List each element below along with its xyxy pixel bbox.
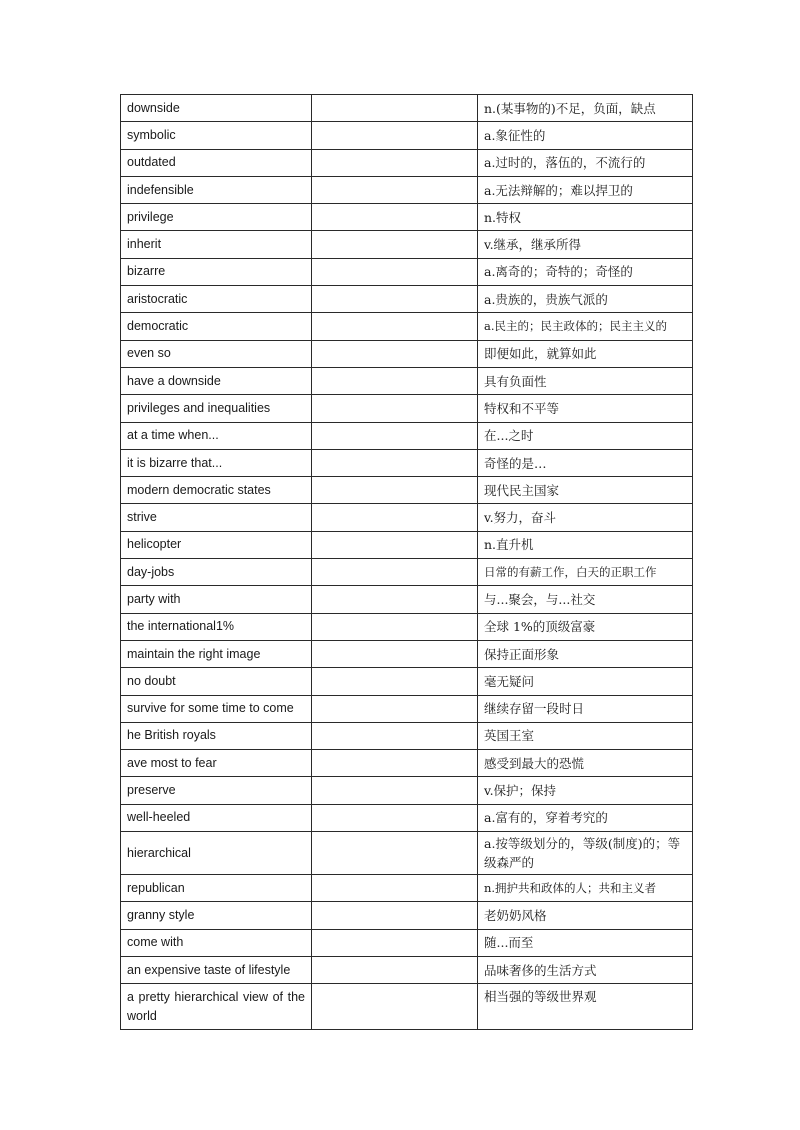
chinese-meaning: 保持正面形象 — [478, 640, 693, 667]
chinese-meaning: 奇怪的是… — [478, 449, 693, 476]
chinese-meaning: a.按等级划分的，等级(制度)的；等级森严的 — [478, 832, 693, 875]
english-term: helicopter — [121, 531, 312, 558]
english-term: inherit — [121, 231, 312, 258]
blank-cell — [312, 984, 478, 1030]
table-row — [121, 286, 693, 313]
blank-cell — [312, 956, 478, 983]
blank-cell — [312, 340, 478, 367]
blank-cell — [312, 750, 478, 777]
table-row — [121, 477, 693, 504]
chinese-meaning: v.保护；保持 — [478, 777, 693, 804]
table-row — [121, 984, 693, 1030]
blank-cell — [312, 695, 478, 722]
chinese-meaning: n.特权 — [478, 204, 693, 231]
chinese-meaning: 在...之时 — [478, 422, 693, 449]
blank-cell — [312, 231, 478, 258]
english-term: party with — [121, 586, 312, 613]
table-row — [121, 95, 693, 122]
english-term: bizarre — [121, 258, 312, 285]
blank-cell — [312, 804, 478, 831]
vocabulary-table — [120, 94, 693, 1030]
blank-cell — [312, 258, 478, 285]
chinese-meaning: 毫无疑问 — [478, 668, 693, 695]
chinese-meaning: 特权和不平等 — [478, 395, 693, 422]
table-row — [121, 832, 693, 875]
table-row — [121, 422, 693, 449]
table-row — [121, 122, 693, 149]
english-term: no doubt — [121, 668, 312, 695]
blank-cell — [312, 204, 478, 231]
blank-cell — [312, 777, 478, 804]
table-row — [121, 750, 693, 777]
chinese-meaning: 具有负面性 — [478, 367, 693, 394]
english-term: granny style — [121, 902, 312, 929]
table-row — [121, 313, 693, 340]
table-row — [121, 340, 693, 367]
english-term: survive for some time to come — [121, 695, 312, 722]
blank-cell — [312, 902, 478, 929]
blank-cell — [312, 422, 478, 449]
chinese-meaning: 继续存留一段时日 — [478, 695, 693, 722]
blank-cell — [312, 531, 478, 558]
chinese-meaning: 即便如此，就算如此 — [478, 340, 693, 367]
chinese-meaning: v.继承，继承所得 — [478, 231, 693, 258]
blank-cell — [312, 722, 478, 749]
table-row — [121, 956, 693, 983]
table-row — [121, 204, 693, 231]
english-term: a pretty hierarchical view of the world — [121, 984, 312, 1030]
table-row — [121, 258, 693, 285]
english-term: maintain the right image — [121, 640, 312, 667]
blank-cell — [312, 929, 478, 956]
table-row — [121, 449, 693, 476]
table-row — [121, 613, 693, 640]
english-term: preserve — [121, 777, 312, 804]
blank-cell — [312, 313, 478, 340]
english-term: symbolic — [121, 122, 312, 149]
table-row — [121, 722, 693, 749]
english-term: hierarchical — [121, 832, 312, 875]
english-term: strive — [121, 504, 312, 531]
chinese-meaning: a.贵族的，贵族气派的 — [478, 286, 693, 313]
chinese-meaning: 相当强的等级世界观 — [478, 984, 693, 1030]
blank-cell — [312, 367, 478, 394]
english-term: it is bizarre that... — [121, 449, 312, 476]
table-row — [121, 559, 693, 586]
chinese-meaning: 日常的有薪工作，白天的正职工作 — [478, 559, 693, 586]
english-term: outdated — [121, 149, 312, 176]
table-row — [121, 231, 693, 258]
table-row — [121, 902, 693, 929]
blank-cell — [312, 149, 478, 176]
chinese-meaning: 随...而至 — [478, 929, 693, 956]
chinese-meaning: 英国王室 — [478, 722, 693, 749]
blank-cell — [312, 286, 478, 313]
english-term: ave most to fear — [121, 750, 312, 777]
english-term: downside — [121, 95, 312, 122]
blank-cell — [312, 504, 478, 531]
chinese-meaning: 感受到最大的恐慌 — [478, 750, 693, 777]
chinese-meaning: 品味奢侈的生活方式 — [478, 956, 693, 983]
table-row — [121, 586, 693, 613]
chinese-meaning: a.无法辩解的；难以捍卫的 — [478, 176, 693, 203]
chinese-meaning: a.富有的，穿着考究的 — [478, 804, 693, 831]
english-term: he British royals — [121, 722, 312, 749]
english-term: modern democratic states — [121, 477, 312, 504]
blank-cell — [312, 176, 478, 203]
blank-cell — [312, 613, 478, 640]
table-row — [121, 149, 693, 176]
blank-cell — [312, 477, 478, 504]
english-term: well-heeled — [121, 804, 312, 831]
chinese-meaning: a.象征性的 — [478, 122, 693, 149]
chinese-meaning: 与...聚会，与...社交 — [478, 586, 693, 613]
english-term: the international1% — [121, 613, 312, 640]
blank-cell — [312, 640, 478, 667]
english-term: indefensible — [121, 176, 312, 203]
blank-cell — [312, 559, 478, 586]
english-term: day-jobs — [121, 559, 312, 586]
chinese-meaning: a.离奇的；奇特的；奇怪的 — [478, 258, 693, 285]
table-row — [121, 395, 693, 422]
english-term: come with — [121, 929, 312, 956]
english-term: republican — [121, 875, 312, 902]
table-row — [121, 875, 693, 902]
table-row — [121, 929, 693, 956]
chinese-meaning: v.努力，奋斗 — [478, 504, 693, 531]
chinese-meaning: n.拥护共和政体的人；共和主义者 — [478, 875, 693, 902]
english-term: privilege — [121, 204, 312, 231]
chinese-meaning: n.直升机 — [478, 531, 693, 558]
table-row — [121, 804, 693, 831]
english-term: an expensive taste of lifestyle — [121, 956, 312, 983]
chinese-meaning: n.(某事物的)不足，负面，缺点 — [478, 95, 693, 122]
blank-cell — [312, 832, 478, 875]
blank-cell — [312, 668, 478, 695]
chinese-meaning: 现代民主国家 — [478, 477, 693, 504]
blank-cell — [312, 395, 478, 422]
chinese-meaning: a.民主的；民主政体的；民主主义的 — [478, 313, 693, 340]
blank-cell — [312, 122, 478, 149]
blank-cell — [312, 875, 478, 902]
chinese-meaning: 全球 1%的顶级富豪 — [478, 613, 693, 640]
table-row — [121, 668, 693, 695]
blank-cell — [312, 586, 478, 613]
table-row — [121, 504, 693, 531]
english-term: at a time when... — [121, 422, 312, 449]
table-row — [121, 640, 693, 667]
chinese-meaning: a.过时的，落伍的，不流行的 — [478, 149, 693, 176]
table-row — [121, 367, 693, 394]
table-row — [121, 777, 693, 804]
english-term: privileges and inequalities — [121, 395, 312, 422]
english-term: even so — [121, 340, 312, 367]
table-row — [121, 695, 693, 722]
english-term: democratic — [121, 313, 312, 340]
blank-cell — [312, 449, 478, 476]
english-term: have a downside — [121, 367, 312, 394]
chinese-meaning: 老奶奶风格 — [478, 902, 693, 929]
table-row — [121, 531, 693, 558]
table-row — [121, 176, 693, 203]
blank-cell — [312, 95, 478, 122]
english-term: aristocratic — [121, 286, 312, 313]
